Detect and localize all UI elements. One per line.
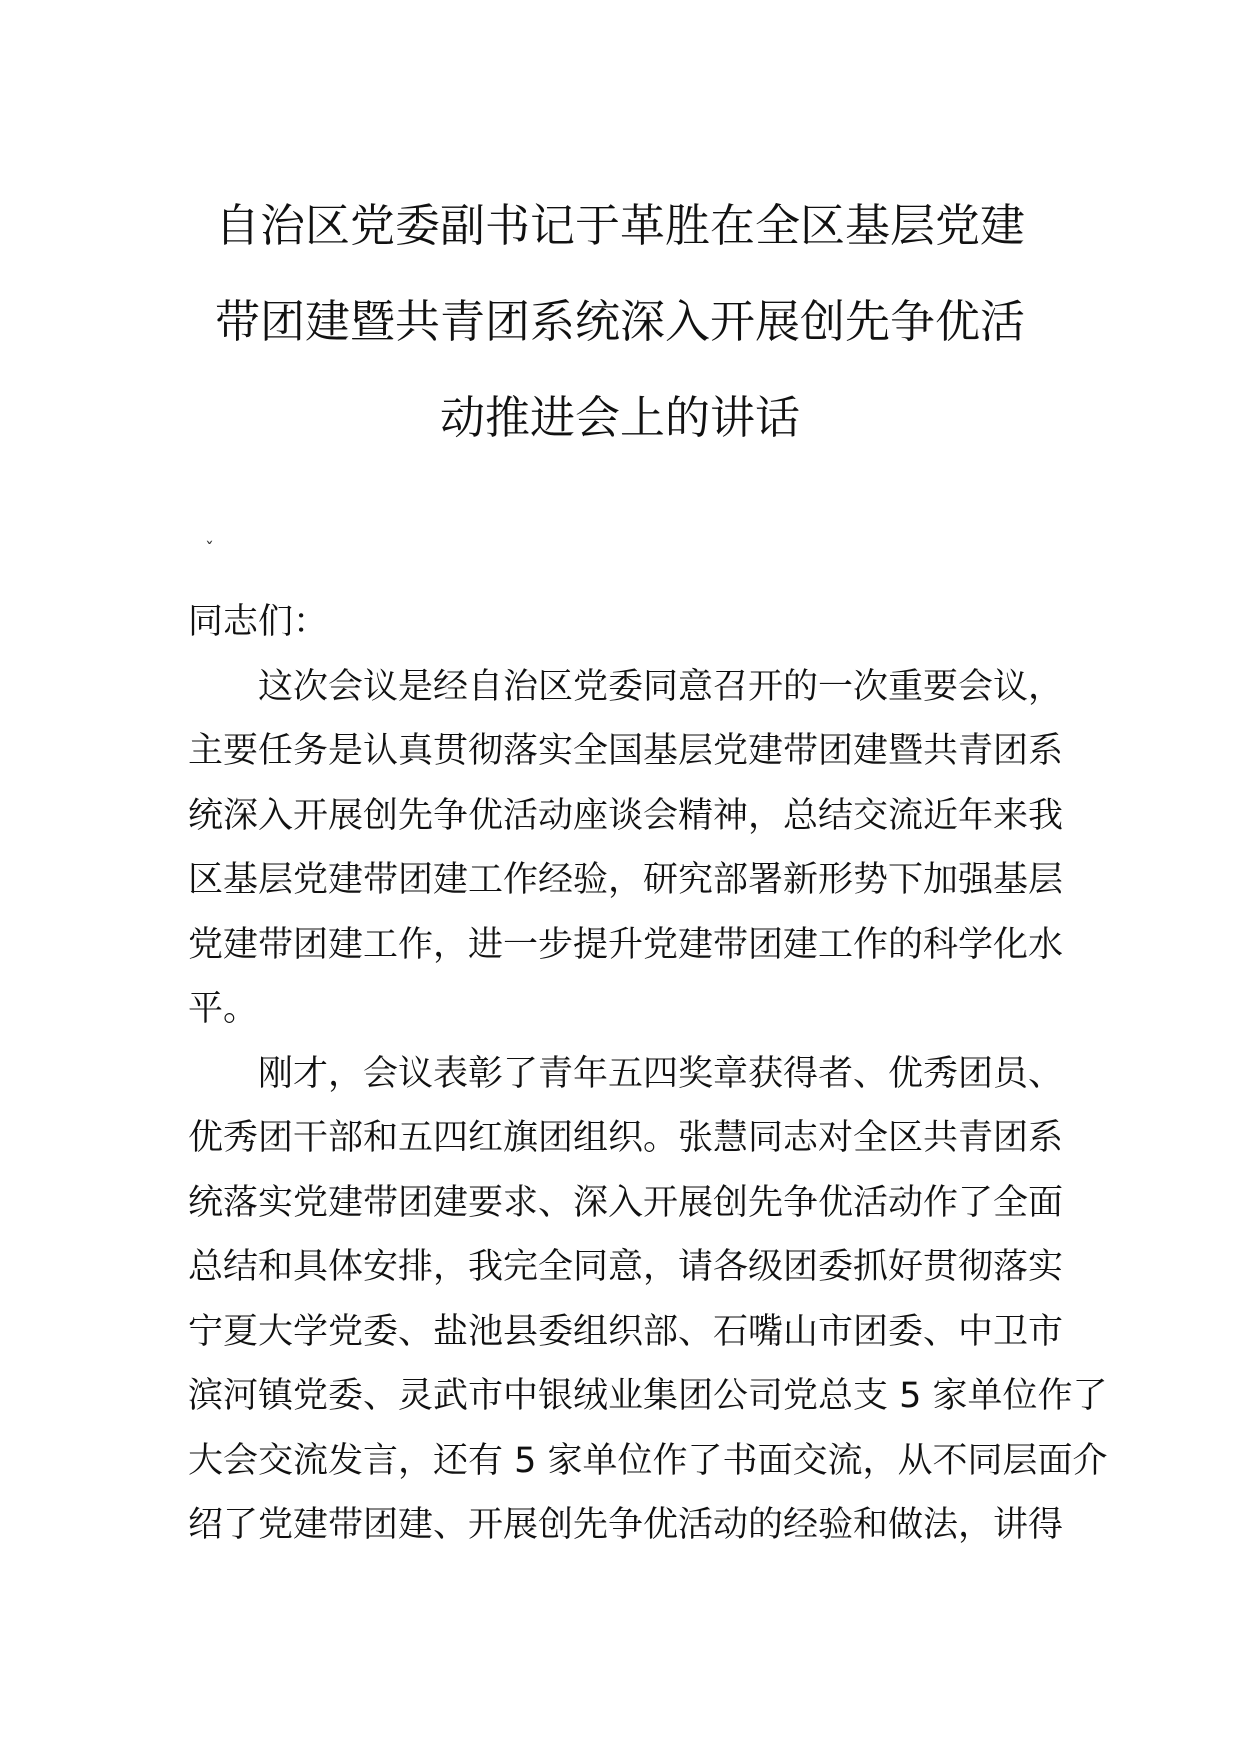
paragraph-2-line: 优秀团干部和五四红旗团组织。张慧同志对全区共青团系 [188,1118,1064,1158]
paragraph-2-line: 统落实党建带团建要求、深入开展创先争优活动作了全面 [188,1182,1064,1223]
title-line: 带团建暨共青团系统深入开展创先争优活 [214,295,1025,348]
paragraph-1-line: 这次会议是经自治区党委同意召开的一次重要会议， [258,666,1064,707]
paragraph-2-line: 绍了党建带团建、开展创先争优活动的经验和做法，讲得 [188,1505,1064,1545]
paragraph-2-line: 刚才，会议表彰了青年五四奖章获得者、优秀团员、 [258,1053,1064,1094]
paragraph-1-line: 区基层党建带团建工作经验，研究部署新形势下加强基层 [188,860,1064,900]
title-line: 动推进会上的讲话 [439,391,800,444]
paragraph-2-line: 大会交流发言，还有 5 家单位作了书面交流，从不同层面介 [188,1440,1108,1481]
paragraph-1-line: 党建带团建工作，进一步提升党建带团建工作的科学化水 [188,924,1064,965]
salutation: 同志们： [188,602,329,642]
paragraph-2-line: 宁夏大学党委、盐池县委组织部、石嘴山市团委、中卫市 [188,1311,1064,1352]
paragraph-1-line: 统深入开展创先争优活动座谈会精神，总结交流近年来我 [188,795,1064,836]
document-title [190,178,1050,466]
paragraph-2-line: 滨河镇党委、灵武市中银绒业集团公司党总支 5 家单位作了 [188,1376,1108,1416]
title-line: 自治区党委副书记于革胜在全区基层党建 [214,199,1025,252]
small-mark: ˇ [205,539,214,560]
document-body [188,590,1108,1558]
paragraph-1-line: 主要任务是认真贯彻落实全国基层党建带团建暨共青团系 [188,731,1064,771]
paragraph-2-line: 总结和具体安排，我完全同意，请各级团委抓好贯彻落实 [188,1247,1064,1287]
paragraph-1-line: 平。 [188,989,259,1029]
